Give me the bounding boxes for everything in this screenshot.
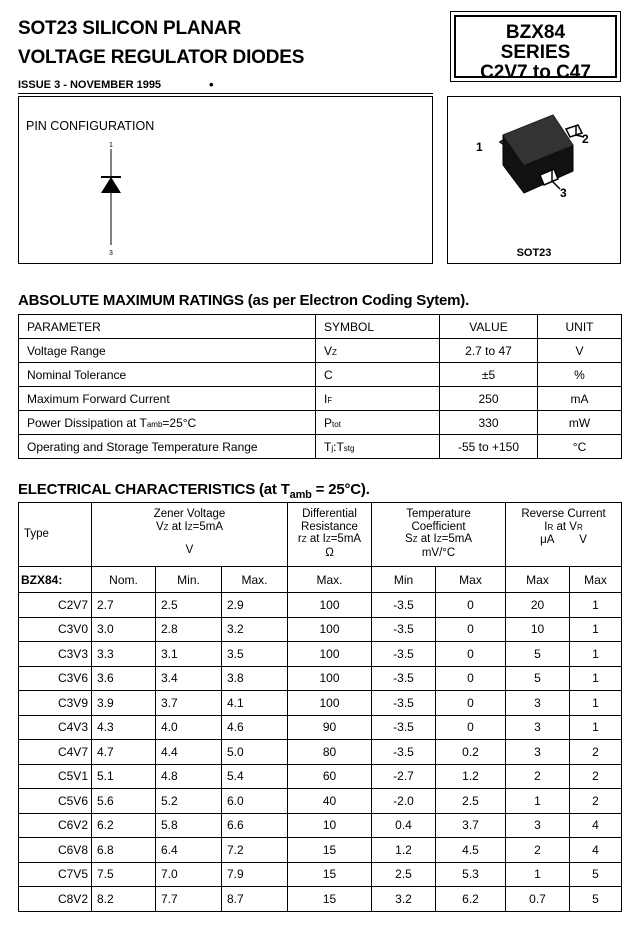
cell-unit: mW xyxy=(538,411,622,435)
cell-unit: mA xyxy=(538,387,622,411)
cell-temp-max: 0 xyxy=(436,715,506,740)
cell-temp-max: 5.3 xyxy=(436,862,506,887)
table-header-row xyxy=(19,315,622,339)
cell-vr-max: 2 xyxy=(570,789,622,814)
cell-max: 2.9 xyxy=(222,593,288,618)
pin-top-number: 1 xyxy=(109,142,113,149)
cell-type: C2V7 xyxy=(19,593,92,618)
cell-type: C3V3 xyxy=(19,642,92,667)
cell-ir-max: 2 xyxy=(506,838,570,863)
cell-min: 2.8 xyxy=(156,617,222,642)
cell-max: 5.0 xyxy=(222,740,288,765)
cell-vr-max: 1 xyxy=(570,715,622,740)
cell-unit: °C xyxy=(538,435,622,459)
cell-temp-min: 2.5 xyxy=(372,862,436,887)
cell-temp-min: -3.5 xyxy=(372,715,436,740)
series-line-1: BZX84 xyxy=(505,22,566,43)
cell-value: ±5 xyxy=(440,363,538,387)
package-pin-2: 2 xyxy=(582,132,589,146)
cell-temp-max: 0.2 xyxy=(436,740,506,765)
cell-diff-max: 15 xyxy=(288,887,372,912)
cell-nom: 8.2 xyxy=(92,887,156,912)
abs-max-heading: ABSOLUTE MAXIMUM RATINGS (as per Electron Coding Sytem). xyxy=(18,292,470,309)
cell-symbol: C xyxy=(316,363,440,387)
cell-vr-max: 1 xyxy=(570,666,622,691)
cell-temp-max: 3.7 xyxy=(436,813,506,838)
cell-ir-max: 3 xyxy=(506,715,570,740)
cell-temp-min: -3.5 xyxy=(372,691,436,716)
cell-min: 3.4 xyxy=(156,666,222,691)
cell-nom: 3.9 xyxy=(92,691,156,716)
cell-temp-min: -3.5 xyxy=(372,740,436,765)
cell-temp-min: -3.5 xyxy=(372,617,436,642)
cell-type: C8V2 xyxy=(19,887,92,912)
cell-value: 2.7 to 47 xyxy=(440,339,538,363)
cell-vr-max: 4 xyxy=(570,813,622,838)
cell-diff-max: 15 xyxy=(288,862,372,887)
cell-symbol: Ptot xyxy=(316,411,440,435)
elec-heading: ELECTRICAL CHARACTERISTICS (at $T_{amb} = 25^\circ C$). xyxy=(18,481,370,501)
table-row xyxy=(19,691,622,716)
cell-temp-max: 0 xyxy=(436,642,506,667)
cell-temp-min: -2.7 xyxy=(372,764,436,789)
cell-type: C3V6 xyxy=(19,666,92,691)
cell-ir-max: 2 xyxy=(506,764,570,789)
cell-temp-min: -3.5 xyxy=(372,593,436,618)
cell-nom: 6.8 xyxy=(92,838,156,863)
cell-vr-max: 1 xyxy=(570,617,622,642)
cell-type: C4V3 xyxy=(19,715,92,740)
header-unit: UNIT xyxy=(538,315,622,339)
cell-ir-max: 5 xyxy=(506,642,570,667)
subheader-bzx84: BZX84: xyxy=(19,567,92,593)
table-row xyxy=(19,617,622,642)
cell-temp-min: -3.5 xyxy=(372,642,436,667)
cell-ir-max: 1 xyxy=(506,789,570,814)
package-panel xyxy=(447,96,621,264)
cell-temp-max: 6.2 xyxy=(436,887,506,912)
table-row xyxy=(19,593,622,618)
cell-vr-max: 2 xyxy=(570,764,622,789)
table-row xyxy=(19,666,622,691)
table-row xyxy=(19,339,622,363)
cell-diff-max: 60 xyxy=(288,764,372,789)
cell-temp-min: 0.4 xyxy=(372,813,436,838)
table-row xyxy=(19,764,622,789)
cell-type: C6V2 xyxy=(19,813,92,838)
cell-temp-max: 2.5 xyxy=(436,789,506,814)
pin-bottom-number: 3 xyxy=(109,250,113,257)
header-symbol: SYMBOL xyxy=(316,315,440,339)
header-reverse-current: Reverse Current IR at VR μA V xyxy=(506,503,622,567)
header-diff-resistance: Differential Resistance rZ at IZ=5mA Ω xyxy=(288,503,372,567)
header-zener-voltage: Zener Voltage VZ at IZ=5mA V xyxy=(92,503,288,567)
subheader-nom: Nom. xyxy=(92,567,156,593)
cell-temp-max: 1.2 xyxy=(436,764,506,789)
cell-temp-min: -3.5 xyxy=(372,666,436,691)
cell-ir-max: 3 xyxy=(506,691,570,716)
header-divider xyxy=(18,93,433,94)
cell-type: C3V0 xyxy=(19,617,92,642)
cell-diff-max: 15 xyxy=(288,838,372,863)
cell-diff-max: 100 xyxy=(288,666,372,691)
cell-symbol: Tj:Tstg xyxy=(316,435,440,459)
cell-temp-max: 0 xyxy=(436,666,506,691)
cell-vr-max: 1 xyxy=(570,593,622,618)
cell-vr-max: 5 xyxy=(570,862,622,887)
elec-header-row xyxy=(19,503,622,567)
cell-vr-max: 1 xyxy=(570,691,622,716)
cell-vr-max: 4 xyxy=(570,838,622,863)
cell-vr-max: 5 xyxy=(570,887,622,912)
cell-diff-max: 90 xyxy=(288,715,372,740)
cell-type: C6V8 xyxy=(19,838,92,863)
subheader-temp-min: Min xyxy=(372,567,436,593)
title-line-1: SOT23 SILICON PLANAR xyxy=(18,18,241,39)
page-title xyxy=(18,14,304,72)
cell-temp-max: 0 xyxy=(436,593,506,618)
cell-nom: 6.2 xyxy=(92,813,156,838)
cell-temp-max: 4.5 xyxy=(436,838,506,863)
issue-label: ISSUE 3 - NOVEMBER 1995 xyxy=(18,79,162,91)
elec-table xyxy=(18,502,622,912)
cell-temp-min: -2.0 xyxy=(372,789,436,814)
cell-type: C3V9 xyxy=(19,691,92,716)
cell-max: 7.9 xyxy=(222,862,288,887)
title-line-2: VOLTAGE REGULATOR DIODES xyxy=(18,47,305,68)
cell-max: 6.0 xyxy=(222,789,288,814)
cell-parameter: Nominal Tolerance xyxy=(19,363,316,387)
package-label: SOT23 xyxy=(516,247,552,259)
cell-min: 7.7 xyxy=(156,887,222,912)
cell-nom: 5.6 xyxy=(92,789,156,814)
subheader-vr-max: Max xyxy=(570,567,622,593)
cell-type: C4V7 xyxy=(19,740,92,765)
cell-value: 250 xyxy=(440,387,538,411)
table-row xyxy=(19,715,622,740)
cell-nom: 4.7 xyxy=(92,740,156,765)
cell-diff-max: 80 xyxy=(288,740,372,765)
series-line-2: SERIES xyxy=(500,42,571,63)
table-row xyxy=(19,789,622,814)
subheader-min: Min. xyxy=(156,567,222,593)
cell-nom: 5.1 xyxy=(92,764,156,789)
cell-nom: 2.7 xyxy=(92,593,156,618)
series-box xyxy=(450,11,621,82)
cell-type: C5V1 xyxy=(19,764,92,789)
cell-max: 7.2 xyxy=(222,838,288,863)
cell-max: 4.1 xyxy=(222,691,288,716)
cell-diff-max: 40 xyxy=(288,789,372,814)
table-row xyxy=(19,435,622,459)
cell-ir-max: 3 xyxy=(506,813,570,838)
subheader-max: Max. xyxy=(222,567,288,593)
cell-temp-max: 0 xyxy=(436,691,506,716)
cell-ir-max: 3 xyxy=(506,740,570,765)
package-pin-1: 1 xyxy=(476,140,483,154)
cell-min: 5.2 xyxy=(156,789,222,814)
cell-parameter: Maximum Forward Current xyxy=(19,387,316,411)
cell-min: 7.0 xyxy=(156,862,222,887)
cell-ir-max: 1 xyxy=(506,862,570,887)
cell-diff-max: 10 xyxy=(288,813,372,838)
table-row xyxy=(19,363,622,387)
cell-ir-max: 0.7 xyxy=(506,887,570,912)
cell-temp-max: 0 xyxy=(436,617,506,642)
series-line-3: C2V7 to C47 xyxy=(480,62,591,83)
table-row xyxy=(19,813,622,838)
issue-mark: • xyxy=(209,77,214,92)
cell-value: 330 xyxy=(440,411,538,435)
cell-nom: 3.6 xyxy=(92,666,156,691)
cell-diff-max: 100 xyxy=(288,642,372,667)
cell-parameter: Operating and Storage Temperature Range xyxy=(19,435,316,459)
table-row xyxy=(19,740,622,765)
cell-min: 6.4 xyxy=(156,838,222,863)
header-temp-coefficient: Temperature Coefficient SZ at IZ=5mA mV/°C xyxy=(372,503,506,567)
cell-min: 4.4 xyxy=(156,740,222,765)
pin-configuration-panel xyxy=(18,96,433,264)
cell-unit: V xyxy=(538,339,622,363)
cell-max: 4.6 xyxy=(222,715,288,740)
cell-min: 3.1 xyxy=(156,642,222,667)
cell-nom: 4.3 xyxy=(92,715,156,740)
cell-type: C7V5 xyxy=(19,862,92,887)
table-row xyxy=(19,411,622,435)
table-row xyxy=(19,642,622,667)
cell-max: 3.2 xyxy=(222,617,288,642)
cell-diff-max: 100 xyxy=(288,617,372,642)
cell-unit: % xyxy=(538,363,622,387)
cell-min: 5.8 xyxy=(156,813,222,838)
cell-nom: 3.3 xyxy=(92,642,156,667)
cell-max: 3.8 xyxy=(222,666,288,691)
cell-nom: 3.0 xyxy=(92,617,156,642)
cell-min: 4.8 xyxy=(156,764,222,789)
cell-temp-min: 3.2 xyxy=(372,887,436,912)
cell-max: 8.7 xyxy=(222,887,288,912)
cell-diff-max: 100 xyxy=(288,691,372,716)
cell-max: 6.6 xyxy=(222,813,288,838)
cell-min: 4.0 xyxy=(156,715,222,740)
cell-value: -55 to +150 xyxy=(440,435,538,459)
cell-min: 3.7 xyxy=(156,691,222,716)
cell-type: C5V6 xyxy=(19,789,92,814)
table-row xyxy=(19,887,622,912)
subheader-ir-max: Max xyxy=(506,567,570,593)
cell-temp-min: 1.2 xyxy=(372,838,436,863)
cell-vr-max: 2 xyxy=(570,740,622,765)
cell-ir-max: 20 xyxy=(506,593,570,618)
zener-diode-icon xyxy=(19,97,434,265)
cell-symbol: IF xyxy=(316,387,440,411)
abs-max-table xyxy=(18,314,622,459)
cell-max: 5.4 xyxy=(222,764,288,789)
cell-ir-max: 5 xyxy=(506,666,570,691)
table-row xyxy=(19,387,622,411)
cell-max: 3.5 xyxy=(222,642,288,667)
header-type: Type xyxy=(19,503,92,567)
subheader-diff-max: Max. xyxy=(288,567,372,593)
cell-ir-max: 10 xyxy=(506,617,570,642)
package-pin-3: 3 xyxy=(560,186,567,200)
table-row xyxy=(19,838,622,863)
sot23-package-icon xyxy=(448,97,622,265)
cell-vr-max: 1 xyxy=(570,642,622,667)
cell-diff-max: 100 xyxy=(288,593,372,618)
cell-symbol: VZ xyxy=(316,339,440,363)
cell-nom: 7.5 xyxy=(92,862,156,887)
cell-parameter: Voltage Range xyxy=(19,339,316,363)
header-value: VALUE xyxy=(440,315,538,339)
cell-min: 2.5 xyxy=(156,593,222,618)
elec-subheader-row xyxy=(19,567,622,593)
header-parameter: PARAMETER xyxy=(19,315,316,339)
table-row xyxy=(19,862,622,887)
cell-parameter: Power Dissipation at Tamb=25°C xyxy=(19,411,316,435)
pin-configuration-label: PIN CONFIGURATION xyxy=(26,119,155,133)
subheader-temp-max: Max xyxy=(436,567,506,593)
